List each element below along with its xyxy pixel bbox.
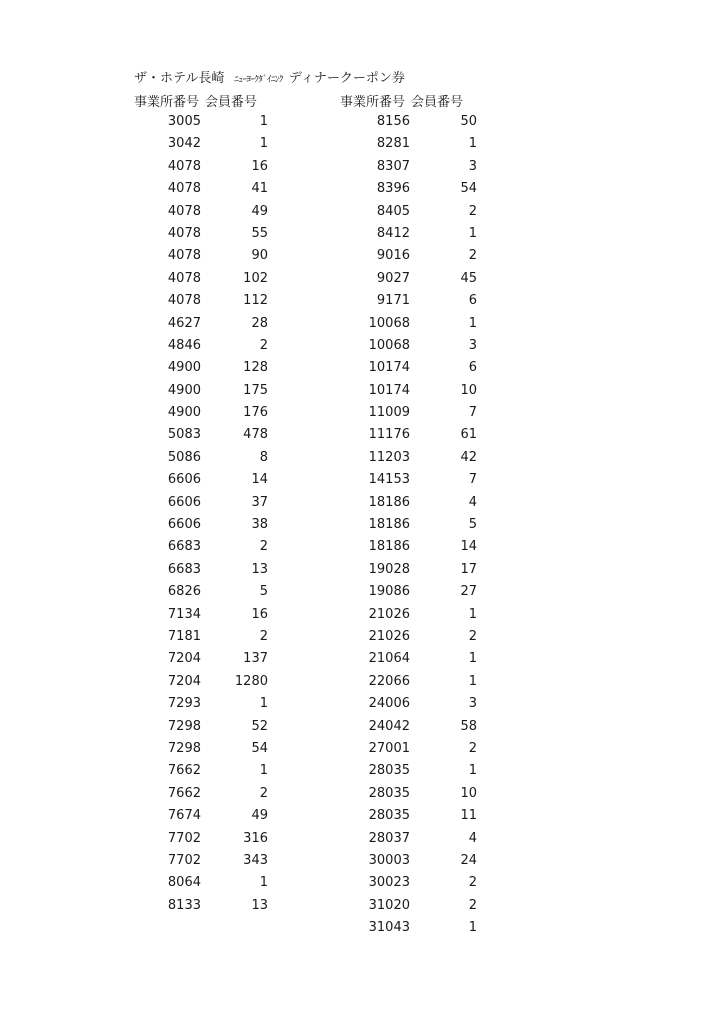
- member-number-cell: 3: [468, 337, 477, 353]
- office-number-cell: 7293: [167, 696, 201, 712]
- office-number-cell: 4846: [167, 337, 201, 353]
- member-number-cell: 10: [460, 785, 477, 801]
- member-number-cell: 6: [468, 293, 477, 309]
- office-number-cell: 6606: [167, 517, 201, 533]
- office-number-cell: 21026: [368, 628, 410, 644]
- office-number-cell: 10174: [368, 382, 410, 398]
- office-number-cell: 4078: [167, 158, 201, 174]
- member-number-cell: 175: [243, 382, 268, 398]
- office-number-cell: 7204: [167, 673, 201, 689]
- member-number-cell: 24: [460, 852, 477, 868]
- office-number-header: 事業所番号: [340, 95, 406, 110]
- office-number-cell: 3042: [167, 136, 201, 152]
- member-number-cell: 478: [243, 427, 268, 443]
- member-number-cell: 343: [243, 852, 268, 868]
- office-number-cell: 7662: [167, 763, 201, 779]
- office-number-cell: 10068: [368, 315, 410, 331]
- office-number-cell: 7662: [167, 785, 201, 801]
- office-number-cell: 11203: [368, 449, 410, 465]
- office-number-cell: 7702: [167, 830, 201, 846]
- office-number-cell: 28035: [368, 808, 410, 824]
- member-number-cell: 2: [259, 337, 268, 353]
- office-number-cell: 5083: [167, 427, 201, 443]
- office-number-cell: 21064: [368, 651, 410, 667]
- office-number-cell: 4900: [167, 382, 201, 398]
- member-number-cell: 38: [251, 517, 268, 533]
- member-number-cell: 1: [468, 763, 477, 779]
- member-number-cell: 2: [259, 539, 268, 555]
- office-number-cell: 8307: [376, 158, 410, 174]
- office-number-cell: 6606: [167, 494, 201, 510]
- right-column-header: [340, 91, 463, 110]
- left-column-header: [134, 91, 257, 110]
- office-number-cell: 4078: [167, 203, 201, 219]
- office-number-cell: 7181: [167, 628, 201, 644]
- office-number-cell: 11009: [368, 405, 410, 421]
- member-number-cell: 2: [468, 897, 477, 913]
- office-number-cell: 9027: [376, 270, 410, 286]
- member-number-cell: 45: [460, 270, 477, 286]
- office-number-cell: 7204: [167, 651, 201, 667]
- office-number-cell: 11176: [368, 427, 410, 443]
- office-number-cell: 6683: [167, 561, 201, 577]
- office-number-cell: 5086: [167, 449, 201, 465]
- office-number-cell: 6606: [167, 472, 201, 488]
- coupon-label: ディナークーポン券: [288, 71, 405, 86]
- office-number-cell: 31043: [368, 920, 410, 936]
- office-number-cell: 4078: [167, 181, 201, 197]
- member-number-cell: 41: [251, 181, 268, 197]
- office-number-cell: 7674: [167, 808, 201, 824]
- office-number-cell: 4078: [167, 225, 201, 241]
- member-number-cell: 4: [468, 830, 477, 846]
- office-number-cell: 3005: [167, 114, 201, 129]
- office-number-header: 事業所番号: [134, 95, 200, 110]
- member-number-cell: 7: [468, 405, 477, 421]
- member-number-cell: 2: [259, 628, 268, 644]
- member-number-cell: 176: [243, 405, 268, 421]
- office-number-cell: 24042: [368, 718, 410, 734]
- office-number-cell: 19086: [368, 584, 410, 600]
- member-number-cell: 7: [468, 472, 477, 488]
- member-number-cell: 2: [468, 740, 477, 756]
- member-number-cell: 11: [460, 808, 477, 824]
- office-number-cell: 8412: [376, 225, 410, 241]
- member-number-cell: 54: [460, 181, 477, 197]
- office-number-cell: 8064: [167, 875, 201, 891]
- member-number-cell: 8: [259, 449, 268, 465]
- member-number-cell: 3: [468, 696, 477, 712]
- office-number-cell: 4078: [167, 270, 201, 286]
- member-number-cell: 10: [460, 382, 477, 398]
- member-number-cell: 90: [251, 248, 268, 264]
- member-number-header: 会員番号: [411, 95, 464, 110]
- member-number-cell: 128: [243, 360, 268, 376]
- office-number-cell: 30003: [368, 852, 410, 868]
- office-number-cell: 8156: [376, 114, 410, 129]
- member-number-cell: 27: [460, 584, 477, 600]
- office-number-cell: 24006: [368, 696, 410, 712]
- member-number-cell: 49: [251, 808, 268, 824]
- office-number-cell: 4900: [167, 405, 201, 421]
- office-number-cell: 4078: [167, 293, 201, 309]
- member-number-cell: 2: [468, 203, 477, 219]
- office-number-cell: 22066: [368, 673, 410, 689]
- office-number-cell: 10068: [368, 337, 410, 353]
- office-number-cell: 8396: [376, 181, 410, 197]
- member-number-cell: 55: [251, 225, 268, 241]
- member-number-cell: 1: [468, 606, 477, 622]
- member-number-cell: 1: [468, 651, 477, 667]
- member-number-cell: 58: [460, 718, 477, 734]
- office-number-cell: 31020: [368, 897, 410, 913]
- member-number-cell: 42: [460, 449, 477, 465]
- member-number-cell: 1: [259, 875, 268, 891]
- member-number-cell: 102: [243, 270, 268, 286]
- member-number-cell: 1: [259, 114, 268, 129]
- member-number-cell: 13: [251, 561, 268, 577]
- member-number-cell: 1: [259, 136, 268, 152]
- office-number-cell: 27001: [368, 740, 410, 756]
- member-number-cell: 14: [460, 539, 477, 555]
- member-number-cell: 54: [251, 740, 268, 756]
- member-number-cell: 1: [468, 673, 477, 689]
- member-number-cell: 1280: [234, 673, 268, 689]
- member-number-cell: 1: [259, 763, 268, 779]
- member-number-cell: 6: [468, 360, 477, 376]
- office-number-cell: 4627: [167, 315, 201, 331]
- member-number-cell: 14: [251, 472, 268, 488]
- office-number-cell: 6683: [167, 539, 201, 555]
- office-number-cell: 6826: [167, 584, 201, 600]
- member-number-cell: 49: [251, 203, 268, 219]
- office-number-cell: 19028: [368, 561, 410, 577]
- member-number-header: 会員番号: [205, 95, 258, 110]
- member-number-cell: 5: [259, 584, 268, 600]
- member-number-cell: 3: [468, 158, 477, 174]
- office-number-cell: 7134: [167, 606, 201, 622]
- member-number-cell: 2: [259, 785, 268, 801]
- member-number-cell: 5: [468, 517, 477, 533]
- member-number-cell: 1: [468, 136, 477, 152]
- office-number-cell: 14153: [368, 472, 410, 488]
- office-number-cell: 18186: [368, 517, 410, 533]
- member-number-cell: 1: [468, 225, 477, 241]
- hotel-name: ザ・ホテル長崎: [134, 71, 225, 86]
- member-number-cell: 17: [460, 561, 477, 577]
- member-number-cell: 316: [243, 830, 268, 846]
- office-number-cell: 4900: [167, 360, 201, 376]
- member-number-cell: 2: [468, 875, 477, 891]
- member-number-cell: 61: [460, 427, 477, 443]
- office-number-cell: 8281: [376, 136, 410, 152]
- office-number-cell: 7702: [167, 852, 201, 868]
- member-number-cell: 16: [251, 606, 268, 622]
- office-number-cell: 28035: [368, 785, 410, 801]
- member-number-cell: 4: [468, 494, 477, 510]
- office-number-cell: 8133: [167, 897, 201, 913]
- member-number-cell: 37: [251, 494, 268, 510]
- member-number-cell: 1: [468, 315, 477, 331]
- document-title: [134, 67, 405, 86]
- office-number-cell: 7298: [167, 740, 201, 756]
- office-number-cell: 10174: [368, 360, 410, 376]
- office-number-cell: 4078: [167, 248, 201, 264]
- restaurant-name: ﾆｭｰﾖｰｸﾀﾞｲﾆﾝｸ: [234, 75, 283, 85]
- member-number-cell: 2: [468, 248, 477, 264]
- office-number-cell: 8405: [376, 203, 410, 219]
- member-number-cell: 1: [259, 696, 268, 712]
- member-number-cell: 16: [251, 158, 268, 174]
- member-number-cell: 137: [243, 651, 268, 667]
- member-number-cell: 13: [251, 897, 268, 913]
- office-number-cell: 28037: [368, 830, 410, 846]
- office-number-cell: 30023: [368, 875, 410, 891]
- member-number-cell: 28: [251, 315, 268, 331]
- member-number-cell: 50: [460, 114, 477, 129]
- member-number-cell: 2: [468, 628, 477, 644]
- office-number-cell: 18186: [368, 494, 410, 510]
- office-number-cell: 18186: [368, 539, 410, 555]
- member-number-cell: 52: [251, 718, 268, 734]
- office-number-cell: 28035: [368, 763, 410, 779]
- office-number-cell: 21026: [368, 606, 410, 622]
- office-number-cell: 7298: [167, 718, 201, 734]
- office-number-cell: 9171: [376, 293, 410, 309]
- member-number-cell: 1: [468, 920, 477, 936]
- office-number-cell: 9016: [376, 248, 410, 264]
- member-number-cell: 112: [243, 293, 268, 309]
